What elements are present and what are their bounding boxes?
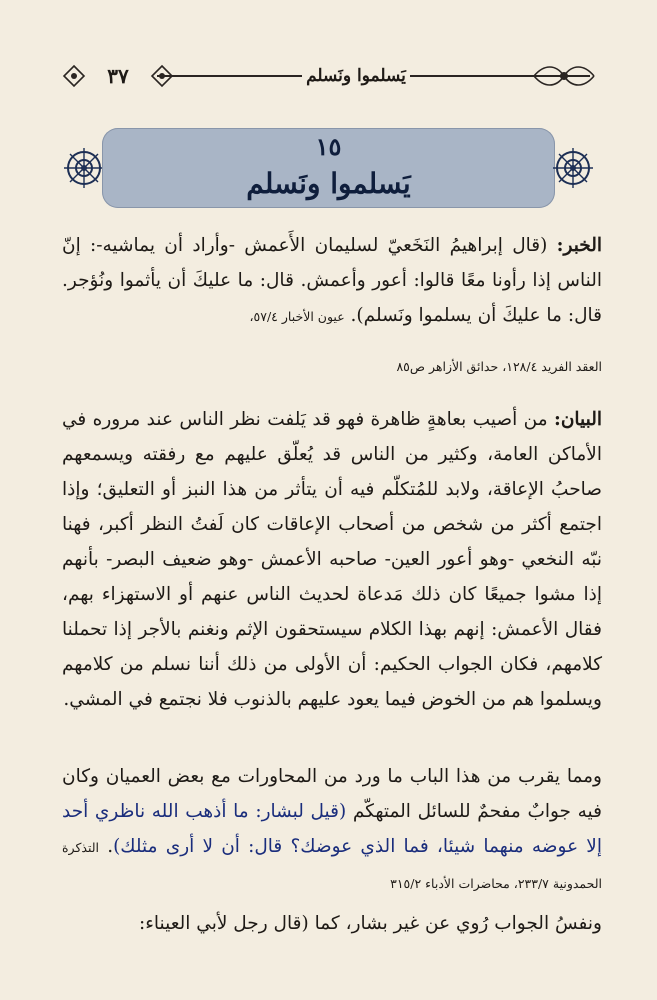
- bayan-paragraph: [62, 402, 602, 717]
- para3-text: ومما يقرب من هذا الباب ما ورد من المحاورات مع بعض العميان وكان فيه جوابٌ مفحمٌ للسائل المتهكّم: [62, 766, 602, 822]
- para3-quote: (قيل لبشار: ما أذهب الله ناظري أحد إلا عوضه منهما شيئا، فما الذي عوضك؟ قال: أن لا أرى مثلك): [62, 801, 602, 857]
- para3-end: .: [99, 836, 114, 857]
- header-ornament-icon: [62, 64, 86, 88]
- page-number: ٣٧: [107, 64, 129, 88]
- para3-refs: التذكرة الحمدونية ٢٣٣/٧، محاضرات الأدباء ٣١٥/٢: [62, 840, 602, 891]
- khabar-ref: عيون الأخبار ٥٧/٤،: [249, 309, 345, 324]
- khabar-text: (قال إبراهيمُ النَخَعيّ لسليمان الأَعمش -وأراد أن يماشيه-: إنّ الناس إذا رأونا معًا قالوا: أعور وأعمش. قال: ما عليكَ أن يأثموا ونُؤجر. قال: ما عليكَ أن يسلموا ونَسلم).: [62, 235, 602, 326]
- bayan-label: البيان:: [554, 409, 602, 430]
- paragraph-4: ونفسُ الجواب رُوي عن غير بشار، كما (قال رجل لأبي العيناء:: [138, 913, 602, 934]
- khabar-sources: العقد الفريد ١٢٨/٤، حدائق الأزاهر ص٨٥: [396, 359, 602, 374]
- running-title: يَسلموا ونَسلم: [306, 66, 406, 86]
- header-rule: [157, 75, 302, 77]
- header-flourish-icon: [532, 62, 596, 90]
- chapter-number: ١٥: [315, 132, 342, 161]
- chapter-title-box: [102, 128, 555, 208]
- title-ornament-right-icon: [551, 146, 595, 190]
- chapter-title: يَسلموا ونَسلم: [246, 167, 411, 200]
- paragraph-3: [62, 759, 602, 901]
- khabar-paragraph: [62, 228, 602, 334]
- running-header: [62, 62, 600, 90]
- title-ornament-left-icon: [62, 146, 106, 190]
- bayan-text: من أصيب بعاهةٍ ظاهرة فهو قد يَلفت نظر الناس عند مروره في الأماكن العامة، وكثير من الناس قد يُعلّق عليهم مع رفقته ويسمعهم صاحبُ الإعاقة، ولابد للمُتكلّم فيه أن يتأثر من هذا النبز أو التعليق؛ وإذا اجتمع أكثر من شخص من أصحاب الإعاقات كان لَفتُ النظر أكبر، فهنا نبّه النخعي -وهو أعور العين- صاحبه الأعمش -وهو ضعيف البصر- بأنهم إذا مشوا جميعًا كان ذلك مَدعاة لحديث الناس عنهم أو الاستهزاء بهم، فقال الأعمش: إنهم بهذا الكلام سيستحقون الإثم ونغنم بالأجر إذا تحملنا كلامهم، فكان الجواب الحكيم: أن الأولى من ذلك أننا نسلم من كلامهم ويسلموا هم من الخوض فيما يعود عليهم بالذنوب فلا نجتمع في المشي.: [62, 409, 602, 710]
- khabar-label: الخبر:: [556, 235, 602, 256]
